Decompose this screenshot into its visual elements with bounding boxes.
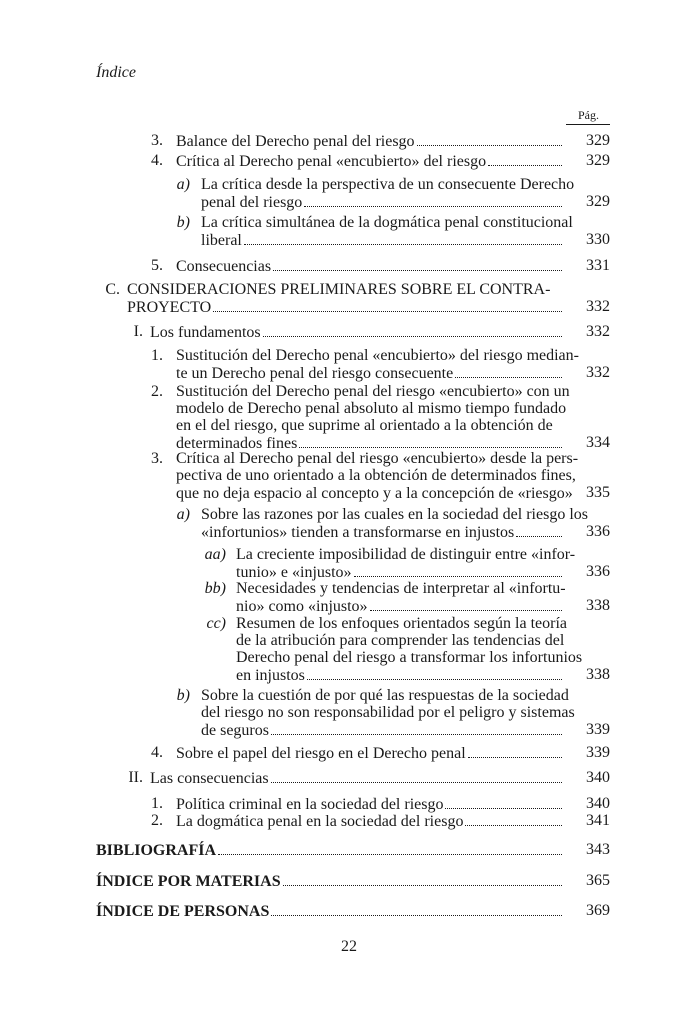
dot-leader	[370, 596, 562, 611]
toc-entry-text: Sobre el papel del riesgo en el Derecho penal	[176, 745, 466, 762]
toc-entry-page: 341	[586, 812, 610, 829]
toc-entry-text: Sustitución del Derecho penal del riesgo «encubierto» con un	[176, 383, 570, 400]
toc-entry-page: 334	[586, 434, 610, 451]
toc-entry-number: bb)	[204, 580, 226, 597]
toc-entry-page: 369	[586, 902, 610, 919]
toc-entry-page: 339	[586, 744, 610, 761]
page-number: 22	[341, 938, 357, 955]
dot-leader	[516, 522, 562, 537]
toc-entry-number: II.	[128, 769, 143, 786]
dot-leader	[488, 151, 562, 166]
page-column-label: Pág.	[578, 108, 599, 122]
toc-entry-number: 5.	[151, 257, 163, 274]
toc-entry-text: Derecho penal del riesgo a transformar los infortunios	[236, 649, 583, 666]
dot-leader	[417, 131, 562, 146]
toc-entry-page: 338	[586, 666, 610, 683]
dot-leader	[271, 901, 562, 916]
toc-entry-page: 330	[586, 231, 610, 248]
toc-entry-text: Crítica al Derecho penal «encubierto» del riesgo	[176, 153, 487, 170]
toc-entry-number: 1.	[151, 347, 163, 364]
toc-entry-text: de seguros	[201, 722, 269, 739]
dot-leader	[299, 433, 562, 448]
toc-entry-text: Los fundamentos	[150, 324, 261, 341]
toc-entry-text: Sustitución del Derecho penal «encubierto» del riesgo median-	[176, 347, 579, 364]
dot-leader	[354, 562, 562, 577]
toc-entry-text: PROYECTO	[127, 299, 212, 316]
dot-leader	[304, 192, 562, 207]
toc-entry-number: 1.	[151, 795, 163, 812]
toc-entry-text: Consecuencias	[176, 258, 272, 275]
toc-entry-text: Sobre las razones por las cuales en la sociedad del riesgo los	[201, 506, 588, 523]
toc-entry-text: modelo de Derecho penal absoluto al mismo tiempo fundado	[176, 400, 567, 417]
toc-entry-text: de la atribución para comprender las tendencias del	[236, 632, 565, 649]
toc-entry-page: 340	[586, 795, 610, 812]
toc-entry-number: aa)	[204, 546, 226, 563]
toc-entry-number: b)	[176, 687, 190, 704]
toc-entry-page: 329	[586, 193, 610, 210]
toc-entry-number: C.	[105, 281, 120, 298]
toc-entry-text: Balance del Derecho penal del riesgo	[176, 133, 415, 150]
toc-entry-text: ÍNDICE POR MATERIAS	[96, 873, 281, 890]
toc-entry-page: 338	[586, 597, 610, 614]
toc-entry-text: La crítica desde la perspectiva de un consecuente Derecho	[201, 176, 575, 193]
toc-entry-number: 4.	[151, 744, 163, 761]
toc-entry-text: «infortunios» tienden a transformarse en injustos	[201, 524, 515, 541]
toc-entry-page: 340	[586, 769, 610, 786]
dot-leader	[455, 363, 562, 378]
toc-entry-page: 332	[586, 364, 610, 381]
toc-entry-number: a)	[176, 176, 190, 193]
toc-entry-text: Política criminal en la sociedad del riesgo	[176, 796, 444, 813]
toc-entry-number: a)	[176, 506, 190, 523]
dot-leader	[273, 256, 562, 271]
toc-entry-page: 336	[586, 523, 610, 540]
toc-entry-text: ÍNDICE DE PERSONAS	[96, 903, 270, 920]
dot-leader	[271, 720, 562, 735]
toc-entry-text: La crítica simultánea de la dogmática penal constitucional	[201, 214, 573, 231]
dot-leader	[445, 794, 562, 809]
toc-entry-text: La dogmática penal en la sociedad del riesgo	[176, 813, 464, 830]
dot-leader	[271, 768, 562, 783]
toc-entry-text: en injustos	[236, 667, 305, 684]
toc-entry-number: cc)	[206, 615, 226, 632]
toc-entry-number: b)	[176, 214, 190, 231]
toc-entry-page: 332	[586, 323, 610, 340]
toc-entry-number: 2.	[151, 383, 163, 400]
toc-entry-page: 332	[586, 298, 610, 315]
toc-entry-text: Necesidades y tendencias de interpretar al «infortu-	[236, 580, 566, 597]
toc-entry-number: 2.	[151, 812, 163, 829]
page-column-rule	[566, 124, 610, 125]
toc-entry-number: 3.	[151, 132, 163, 149]
dot-leader	[307, 665, 562, 680]
toc-entry-text: te un Derecho penal del riesgo consecuente	[176, 365, 454, 382]
toc-entry-text: Crítica al Derecho penal del riesgo «encubierto» desde la pers-	[176, 450, 579, 467]
toc-entry-text: del riesgo no son responsabilidad por el peligro y sistemas	[201, 704, 575, 721]
toc-entry-page: 329	[586, 152, 610, 169]
toc-entry-text: BIBLIOGRAFÍA	[96, 842, 217, 859]
dot-leader	[218, 840, 562, 855]
toc-entry-text: pectiva de uno orientado a la obtención de determinados fines,	[176, 467, 576, 484]
toc-entry-text: CONSIDERACIONES PRELIMINARES SOBRE EL CONTRA-	[127, 281, 551, 298]
dot-leader	[283, 871, 562, 886]
toc-entry-number: I.	[133, 323, 143, 340]
toc-entry-page: 331	[586, 257, 610, 274]
toc-entry-text: La creciente imposibilidad de distinguir entre «infor-	[236, 546, 576, 563]
dot-leader	[213, 297, 562, 312]
dot-leader	[465, 811, 562, 826]
dot-leader	[468, 743, 562, 758]
toc-entry-text: penal del riesgo	[201, 194, 303, 211]
toc-entry-text: nio» como «injusto»	[236, 598, 368, 615]
toc-entry-number: 4.	[151, 152, 163, 169]
toc-entry-text: liberal	[201, 232, 242, 249]
toc-entry-page: 365	[586, 872, 610, 889]
toc-entry-text: en el del riesgo, que suprime al orientado a la obtención de	[176, 417, 553, 434]
running-header-title: Índice	[96, 64, 136, 81]
toc-entry-page: 339	[586, 721, 610, 738]
toc-entry-text: que no deja espacio al concepto y a la concepción de «riesgo»	[176, 485, 573, 502]
toc-entry-text: determinados fines	[176, 435, 298, 452]
toc-entry-page: 329	[586, 132, 610, 149]
dot-leader	[263, 322, 562, 337]
toc-entry-text: tunio» e «injusto»	[236, 564, 352, 581]
toc-entry-text: Resumen de los enfoques orientados según la teoría	[236, 615, 568, 632]
toc-entry-number: 3.	[151, 450, 163, 467]
toc-entry-text: Sobre la cuestión de por qué las respuestas de la sociedad	[201, 687, 569, 704]
toc-entry-page: 336	[586, 563, 610, 580]
dot-leader	[244, 230, 562, 245]
toc-entry-text: Las consecuencias	[150, 770, 269, 787]
toc-entry-page: 343	[586, 841, 610, 858]
toc-entry-page: 335	[586, 484, 610, 501]
